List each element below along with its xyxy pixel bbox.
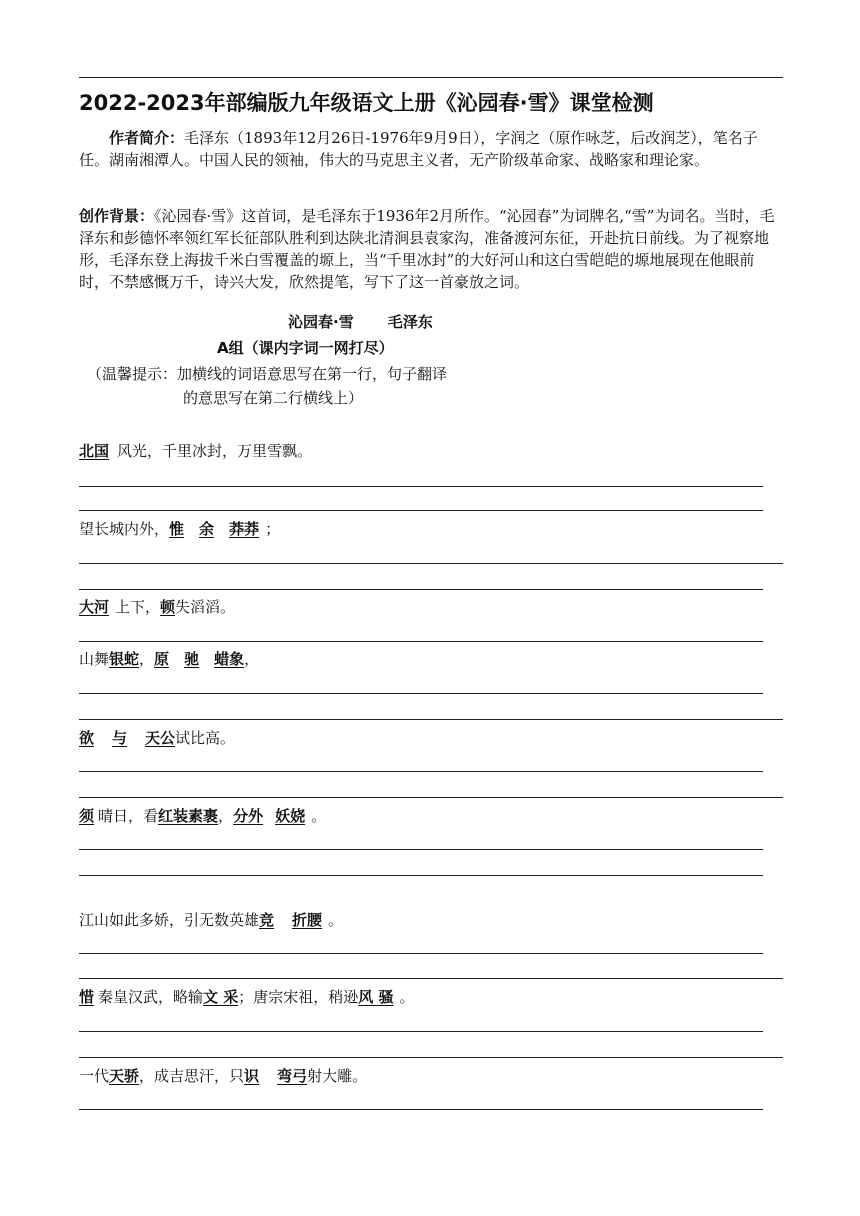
tip-line-2: 的意思写在第二行横线上） xyxy=(183,389,364,407)
q4-word-1: 银蛇 xyxy=(109,650,140,668)
q4-word-2: 原 xyxy=(154,650,170,668)
q9-text-1: ，成吉思汗，只 xyxy=(139,1067,245,1085)
q8-text-3: 。 xyxy=(399,988,415,1006)
q3-text-2: 失滔滔。 xyxy=(175,598,236,616)
q6-word-1: 须 xyxy=(79,807,95,825)
question-6 xyxy=(79,805,326,827)
answer-line[interactable] xyxy=(79,849,763,850)
q7-word-1: 竞 xyxy=(259,911,275,929)
tip-line-1: （温馨提示：加横线的词语意思写在第一行，句子翻译 xyxy=(87,365,448,383)
background-paragraph xyxy=(79,205,783,293)
q8-word-3: 风 骚 xyxy=(358,988,394,1006)
question-5 xyxy=(79,727,235,749)
q6-text-3: 。 xyxy=(311,807,327,825)
group-a-heading-text: A组（课内字词一网打尽） xyxy=(217,339,394,357)
answer-line[interactable] xyxy=(79,563,783,564)
q8-text-1: 秦皇汉武，略输 xyxy=(98,988,204,1006)
q8-word-1: 惜 xyxy=(79,988,95,1006)
answer-line[interactable] xyxy=(79,953,763,954)
answer-line[interactable] xyxy=(79,1031,763,1032)
q3-word-1: 大河 xyxy=(79,598,110,616)
q8-text-2: ；唐宗宋祖，稍逊 xyxy=(238,988,359,1006)
author-intro-text: 毛泽东（1893年12月26日-1976年9月9日），字润之（原作咏芝，后改润芝），笔名子任。湖南湘潭人。中国人民的领袖，伟大的马克思主义者，无产阶级革命家、战略家和理论家。 xyxy=(79,129,758,169)
q5-text-1: 试比高。 xyxy=(175,729,236,747)
author-intro xyxy=(79,127,783,171)
q2-word-3: 莽莽 xyxy=(229,520,260,538)
q7-word-2: 折腰 xyxy=(292,911,323,929)
q6-word-4: 妖娆 xyxy=(275,807,306,825)
q3-word-2: 顿 xyxy=(160,598,176,616)
q2-word-1: 惟 xyxy=(169,520,185,538)
answer-line[interactable] xyxy=(79,875,763,876)
q4-text-1: ， xyxy=(139,650,155,668)
answer-line[interactable] xyxy=(79,797,783,798)
question-8 xyxy=(79,986,415,1008)
q9-word-2: 识 xyxy=(244,1067,260,1085)
q4-word-3: 驰 xyxy=(184,650,200,668)
q7-text-1: 。 xyxy=(328,911,344,929)
q2-text-1: ； xyxy=(265,520,281,538)
question-3 xyxy=(79,596,235,618)
question-2 xyxy=(79,518,280,540)
q9-text-0: 一代 xyxy=(79,1067,110,1085)
q6-word-3: 分外 xyxy=(233,807,264,825)
answer-line[interactable] xyxy=(79,978,783,979)
q4-text-2: ， xyxy=(244,650,260,668)
answer-line[interactable] xyxy=(79,1057,783,1058)
q5-word-1: 欲 xyxy=(79,729,95,747)
q6-text-1: 晴日，看 xyxy=(98,807,159,825)
q2-text-0: 望长城内外， xyxy=(79,520,170,538)
question-7 xyxy=(79,909,343,931)
answer-line[interactable] xyxy=(79,693,763,694)
q1-word-1: 北国 xyxy=(79,442,110,460)
answer-line[interactable] xyxy=(79,641,763,642)
q8-word-2: 文 采 xyxy=(203,988,239,1006)
poem-author: 毛泽东 xyxy=(387,313,433,331)
q5-word-3: 天公 xyxy=(145,729,176,747)
q6-word-2: 红装素裹 xyxy=(158,807,219,825)
q6-text-2: ， xyxy=(218,807,234,825)
q3-text-1: 上下， xyxy=(115,598,161,616)
q7-text-0: 江山如此多娇，引无数英雄 xyxy=(79,911,260,929)
question-1 xyxy=(79,440,312,462)
poem-title: 沁园春·雪 xyxy=(288,313,354,331)
background-label: 创作背景： xyxy=(79,207,155,225)
page-title: 2022-2023年部编版九年级语文上册《沁园春·雪》课堂检测 xyxy=(79,91,654,115)
answer-line[interactable] xyxy=(79,719,783,720)
q9-text-2: 射大雕。 xyxy=(307,1067,368,1085)
answer-line[interactable] xyxy=(79,510,763,511)
q5-word-2: 与 xyxy=(112,729,128,747)
top-rule xyxy=(79,77,783,78)
answer-line[interactable] xyxy=(79,589,763,590)
background-text: 《沁园春·雪》这首词，是毛泽东于1936年2月所作。“沁园春”为词牌名,“雪”为词名。当时，毛泽东和彭德怀率领红军长征部队胜利到达陕北清涧县袁家沟，准备渡河东征，开赴抗日前线。为了视察地形，毛泽东登上海拔千米白雪覆盖的塬上，当“千里冰封”的大好河山和这白雪皑皑的塬地展现在他眼前时，不禁感慨万千，诗兴大发，欣然提笔，写下了这一首豪放之词。 xyxy=(79,207,775,291)
answer-line[interactable] xyxy=(79,771,763,772)
q9-word-3: 弯弓 xyxy=(277,1067,308,1085)
q2-word-2: 余 xyxy=(199,520,215,538)
q4-word-4: 蜡象 xyxy=(214,650,245,668)
poem-heading xyxy=(288,311,433,333)
q9-word-1: 天骄 xyxy=(109,1067,140,1085)
question-9 xyxy=(79,1065,367,1087)
answer-line[interactable] xyxy=(79,1109,763,1110)
answer-line[interactable] xyxy=(79,486,763,487)
q1-text: 风光，千里冰封，万里雪飘。 xyxy=(117,442,313,460)
question-4 xyxy=(79,648,259,670)
q4-text-0: 山舞 xyxy=(79,650,110,668)
group-a-heading xyxy=(217,337,394,359)
author-intro-label: 作者简介： xyxy=(109,129,185,147)
